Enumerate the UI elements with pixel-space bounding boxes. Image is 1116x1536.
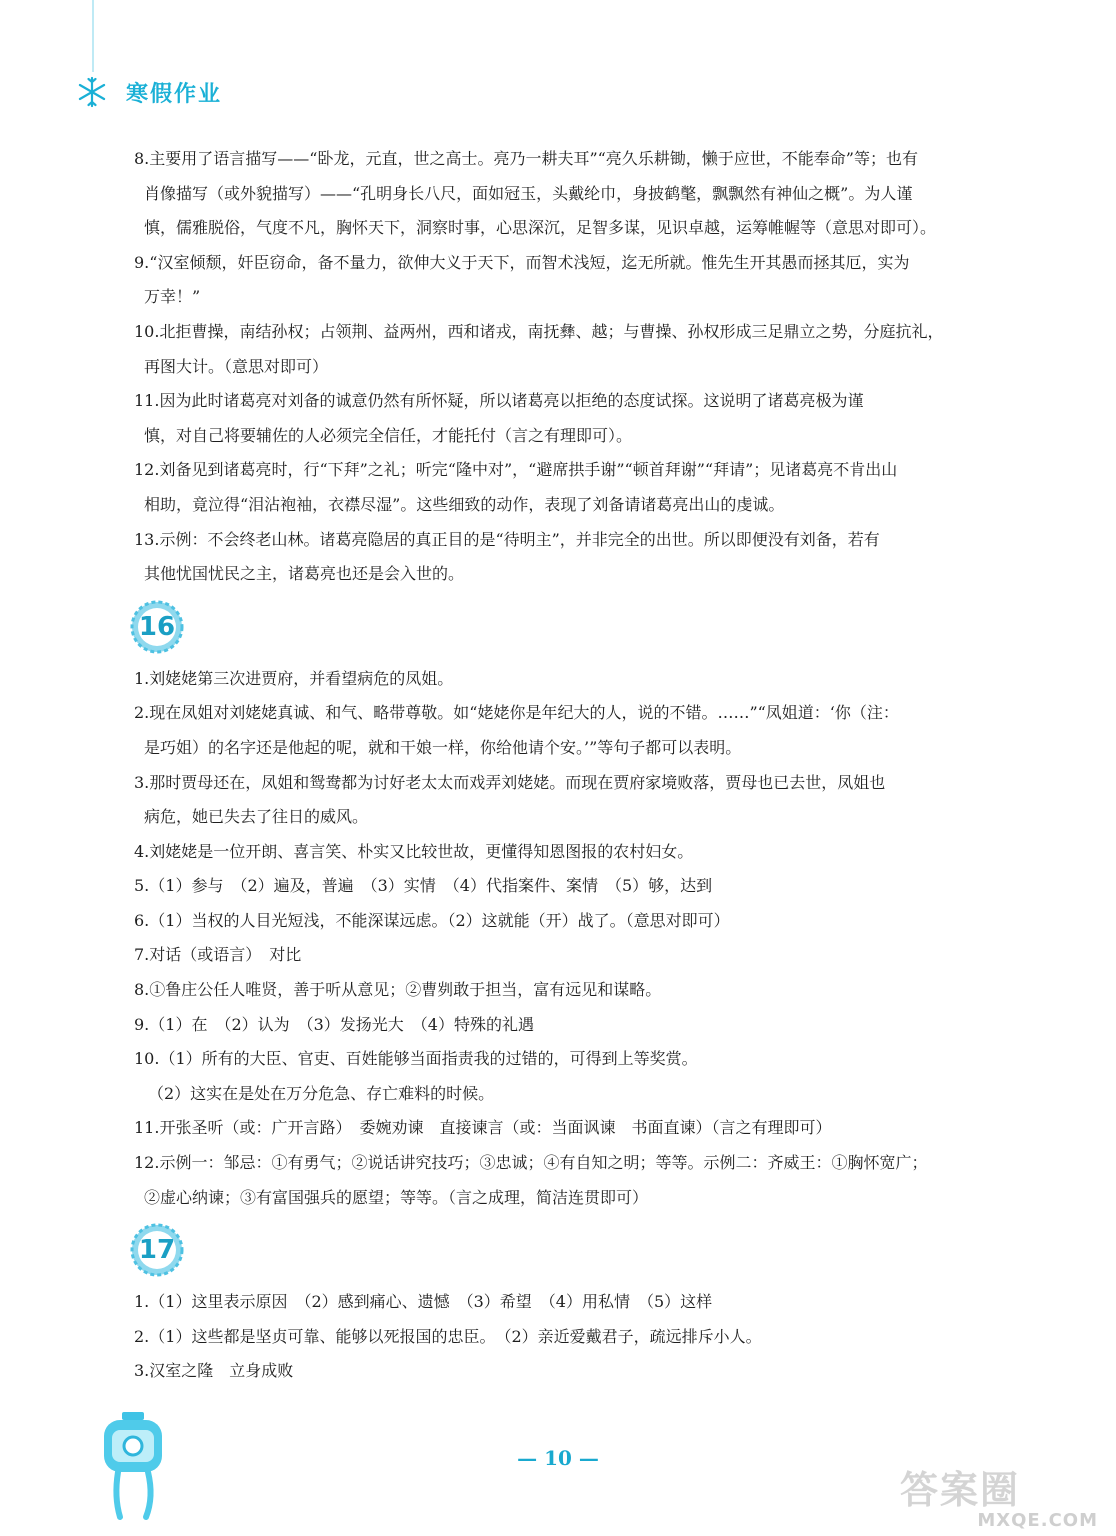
section-16: [134, 662, 984, 1216]
answer-line: 再图大计。（意思对即可）: [144, 356, 329, 376]
answer-line: ②虚心纳谏；③有富国强兵的愿望；等等。（言之成理，简洁连贯即可）: [144, 1187, 649, 1207]
watermark-url: MXQE.COM: [977, 1510, 1098, 1531]
answer-line: 10.（1）所有的大臣、官吏、百姓能够当面指责我的过错的，可得到上等奖赏。: [134, 1049, 698, 1069]
answer-content: [134, 142, 984, 1389]
answer-line: 2.（1）这些都是坚贞可靠、能够以死报国的忠臣。 （2）亲近爱戴君子，疏远排斥小人。: [134, 1326, 762, 1346]
answer-line: 12.示例一：邹忌：①有勇气；②说话讲究技巧；③忠诚；④有自知之明；等等。示例二：齐威王：①胸怀宽广；: [134, 1153, 928, 1173]
answer-line: 慎，对自己将要辅佐的人必须完全信任，才能托付（言之有理即可）。: [144, 425, 633, 445]
answer-line: 13.示例：不会终老山林。诸葛亮隐居的真正目的是“待明主”，并非完全的出世。所以即便没有刘备，若有: [134, 529, 880, 549]
answer-line: 病危，她已失去了往日的威风。: [144, 807, 369, 827]
answer-line: 慎，儒雅脱俗，气度不凡，胸怀天下，洞察时事，心思深沉，足智多谋，见识卓越，运筹帷幄等（意思对即可）。: [144, 218, 937, 238]
answer-line: 8.主要用了语言描写——“卧龙，元直，世之高士。亮乃一耕夫耳”“亮久乐耕锄，懒于应世，不能奉命”等；也有: [134, 149, 918, 168]
section-badge-16: [130, 600, 184, 654]
snowflake-icon: [76, 76, 108, 108]
answer-line: 10.北拒曹操，南结孙权；占领荆、益两州，西和诸戎，南抚彝、越；与曹操、孙权形成三足鼎立之势，分庭抗礼，: [134, 321, 944, 341]
answer-line: 3.那时贾母还在，凤姐和鸳鸯都为讨好老太太而戏弄刘姥姥。而现在贾府家境败落，贾母也已去世，凤姐也: [134, 772, 886, 792]
answer-line: 2.现在凤姐对刘姥姥真诚、和气、略带尊敬。如“姥姥你是年纪大的人，说的不错。……”“凤姐道：‘你（注：: [134, 703, 899, 723]
answer-line: （2）这实在是处在万分危急、存亡难料的时候。: [148, 1083, 495, 1103]
answer-line: 相助，竟泣得“泪沾袍袖，衣襟尽湿”。这些细致的动作，表现了刘备请诸葛亮出山的虔诚。: [144, 494, 785, 514]
answer-line: 肖像描写（或外貌描写）——“孔明身长八尺，面如冠玉，头戴纶巾，身披鹤氅，飘飘然有神仙之概”。为人谨: [144, 183, 913, 203]
answer-line: 1.（1）这里表示原因 （2）感到痛心、遗憾 （3）希望 （4）用私情 （5）这样: [134, 1292, 713, 1312]
answer-line: 11.因为此时诸葛亮对刘备的诚意仍然有所怀疑，所以诸葛亮以拒绝的态度试探。这说明了诸葛亮极为谨: [134, 391, 864, 411]
section-number: 17: [138, 1235, 176, 1266]
answer-line: 是巧姐）的名字还是他起的呢，就和干娘一样，你给他请个安。’”等句子都可以表明。: [144, 737, 742, 757]
answer-line: 5.（1）参与 （2）遍及，普遍 （3）实情 （4）代指案件、案情 （5）够，达到: [134, 876, 713, 896]
answer-line: 7.对话（或语言） 对比: [134, 945, 302, 965]
answer-line: 其他忧国忧民之主，诸葛亮也还是会入世的。: [144, 564, 465, 584]
answer-line: 1.刘姥姥第三次进贾府，并看望病危的凤姐。: [134, 668, 454, 688]
section-number: 16: [138, 611, 176, 642]
answer-line: 6.（1）当权的人目光短浅，不能深谋远虑。（2）这就能（开）战了。（意思对即可）: [134, 910, 730, 930]
watermark-logo: 答案圈: [900, 1468, 1021, 1512]
header-title: 寒假作业: [126, 81, 223, 107]
answer-line: 9.“汉室倾颓，奸臣窃命，备不量力，欲伸大义于天下，而智术浅短，迄无所就。惟先生开其愚而拯其厄，实为: [134, 252, 910, 272]
section-15-tail: [134, 142, 984, 592]
answer-line: 4.刘姥姥是一位开朗、喜言笑、朴实又比较世故，更懂得知恩图报的农村妇女。: [134, 841, 694, 861]
answer-line: 万幸！”: [144, 287, 201, 307]
page-number: — 10 —: [517, 1446, 599, 1470]
page-header: [76, 72, 222, 112]
watermark: [900, 1470, 1106, 1530]
answer-line: 9.（1）在 （2）认为 （3）发扬光大 （4）特殊的礼遇: [134, 1014, 534, 1034]
section-17: [134, 1285, 984, 1389]
answer-line: 12.刘备见到诸葛亮时，行“下拜”之礼；听完“隆中对”，“避席拱手谢”“顿首拜谢”“拜请”；见诸葛亮不肯出山: [134, 460, 898, 480]
answer-line: 11.开张圣听（或：广开言路） 委婉劝谏 直接谏言（或：当面讽谏 书面直谏）（言之有理即可）: [134, 1118, 832, 1138]
answer-line: 8.①鲁庄公任人唯贤，善于听从意见；②曹刿敢于担当，富有远见和谋略。: [134, 980, 662, 1000]
answer-line: 3.汉室之隆 立身成败: [134, 1361, 294, 1381]
header-decor-line: [92, 0, 94, 72]
section-badge-17: [130, 1223, 184, 1277]
